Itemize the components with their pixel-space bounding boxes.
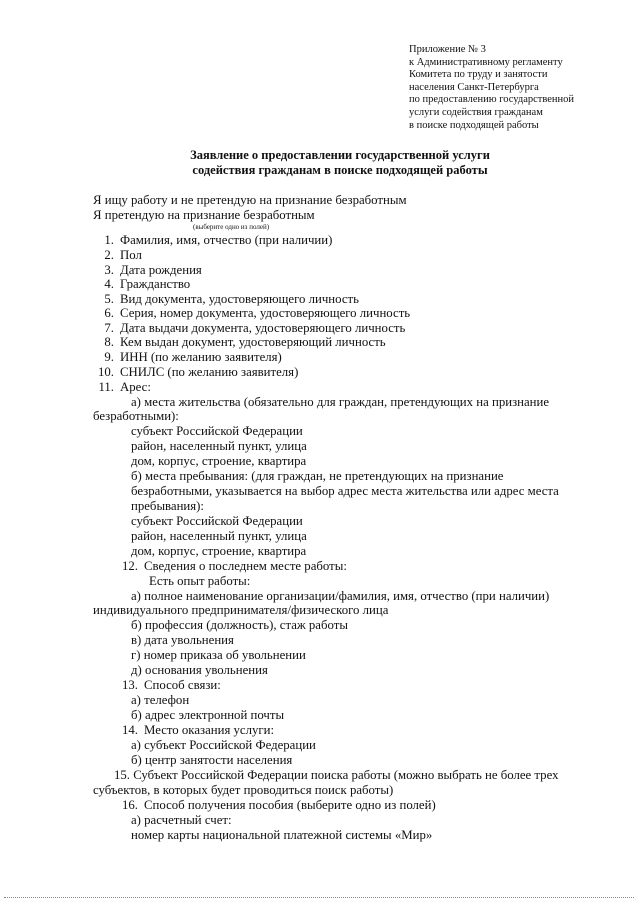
- appendix-line: населения Санкт-Петербурга: [409, 81, 539, 93]
- job-profession: б) профессия (должность), стаж работы: [131, 618, 348, 632]
- job-org-line-2: индивидуального предпринимателя/физического лица: [93, 603, 389, 617]
- item-label: ИНН (по желанию заявителя): [120, 350, 282, 364]
- item-label: Серия, номер документа, удостоверяющего личность: [120, 306, 411, 320]
- job-org-line-1: а) полное наименование организации/фамилия, имя, отчество (при наличии): [131, 589, 550, 603]
- item-label: СНИЛС (по желанию заявителя): [120, 365, 299, 379]
- item-benefit-method: [93, 798, 436, 813]
- residence-line-2: безработными):: [93, 409, 179, 423]
- stay-house: дом, корпус, строение, квартира: [131, 544, 307, 558]
- title-line-1: Заявление о предоставлении государственной услуги: [190, 148, 490, 162]
- item-search-region-line-2: субъектов, в которых будет проводиться поиск работы): [93, 783, 394, 797]
- item-label: Способ связи:: [144, 678, 221, 692]
- item-search-region-line-1: 15. Субъект Российской Федерации поиска работы (можно выбрать не более трех: [114, 768, 559, 782]
- item-address: [93, 380, 151, 395]
- item-number: 9.: [104, 350, 114, 364]
- stay-subject: субъект Российской Федерации: [131, 514, 303, 528]
- item-number: 1.: [104, 233, 114, 247]
- service-center: б) центр занятости населения: [131, 753, 293, 767]
- item-birth-date: [93, 263, 202, 278]
- item-gender: [93, 248, 142, 263]
- item-label: Способ получения пособия (выберите одно из полей): [144, 798, 436, 812]
- item-contact-method: [93, 678, 221, 693]
- job-dismissal-date: в) дата увольнения: [131, 633, 234, 647]
- option-claiming[interactable]: Я претендую на признание безработным: [93, 208, 315, 222]
- item-label: Вид документа, удостоверяющего личность: [120, 292, 359, 306]
- item-id-type: [93, 292, 359, 307]
- item-label: Место оказания услуги:: [144, 723, 275, 737]
- item-label: Дата рождения: [120, 263, 202, 277]
- service-subject: а) субъект Российской Федерации: [131, 738, 316, 752]
- item-label: Кем выдан документ, удостоверяющий личность: [120, 335, 386, 349]
- appendix-line: по предоставлению государственной: [409, 94, 575, 106]
- item-service-place: [93, 723, 274, 738]
- item-citizenship: [93, 277, 190, 292]
- contact-phone: а) телефон: [131, 693, 190, 707]
- benefit-account: а) расчетный счет:: [131, 813, 232, 827]
- residence-line-1: а) места жительства (обязательно для граждан, претендующих на признание: [131, 395, 550, 409]
- contact-email: б) адрес электронной почты: [131, 708, 285, 722]
- stay-line-1: б) места пребывания: (для граждан, не претендующих на признание: [131, 469, 504, 483]
- item-label: Дата выдачи документа, удостоверяющего личность: [120, 321, 406, 335]
- appendix-line: Приложение № 3: [409, 44, 486, 55]
- option-not-claiming[interactable]: Я ищу работу и не претендую на признание безработным: [93, 193, 407, 207]
- item-label: Сведения о последнем месте работы:: [144, 559, 347, 573]
- item-number: 7.: [104, 321, 114, 335]
- document-title: [150, 148, 530, 178]
- item-last-job: [93, 559, 347, 574]
- job-dismissal-grounds: д) основания увольнения: [131, 663, 268, 677]
- item-full-name: [93, 233, 332, 248]
- item-number: 10.: [98, 365, 114, 379]
- item-number: 14.: [122, 723, 138, 737]
- footer-rule: [4, 897, 634, 898]
- item-label: Арес:: [120, 380, 151, 394]
- item-number: 3.: [104, 263, 114, 277]
- appendix-line: к Административному регламенту: [409, 56, 563, 68]
- item-number: 6.: [104, 306, 114, 320]
- item-number: 4.: [104, 277, 114, 291]
- appendix-line: в поиске подходящей работы: [409, 119, 539, 131]
- option-hint: (выберите одно из полей): [193, 223, 270, 231]
- item-number: 13.: [122, 678, 138, 692]
- item-label: Фамилия, имя, отчество (при наличии): [120, 233, 333, 247]
- item-number: 12.: [122, 559, 138, 573]
- item-label: Пол: [120, 248, 142, 262]
- item-label: Гражданство: [120, 277, 191, 291]
- item-id-issue-date: [93, 321, 405, 336]
- appendix-note: [409, 44, 609, 132]
- title-line-2: содействия гражданам в поиске подходящей работы: [192, 163, 488, 177]
- item-snils: [93, 365, 298, 380]
- item-number: 16.: [122, 798, 138, 812]
- item-number: 8.: [104, 335, 114, 349]
- appendix-line: Комитета по труду и занятости: [409, 69, 548, 81]
- residence-subject: субъект Российской Федерации: [131, 424, 303, 438]
- has-experience: Есть опыт работы:: [149, 574, 251, 588]
- item-number: 5.: [104, 292, 114, 306]
- item-number: 11.: [98, 380, 114, 394]
- residence-house: дом, корпус, строение, квартира: [131, 454, 307, 468]
- stay-district: район, населенный пункт, улица: [131, 529, 307, 543]
- item-id-issuer: [93, 335, 386, 350]
- item-id-series: [93, 306, 410, 321]
- item-number: 2.: [104, 248, 114, 262]
- benefit-card: номер карты национальной платежной системы «Мир»: [131, 828, 433, 842]
- stay-line-2: безработными, указывается на выбор адрес места жительства или адрес места: [131, 484, 559, 498]
- residence-district: район, населенный пункт, улица: [131, 439, 307, 453]
- stay-line-3: пребывания):: [131, 499, 204, 513]
- job-order-number: г) номер приказа об увольнении: [131, 648, 306, 662]
- appendix-line: услуги содействия гражданам: [409, 106, 543, 118]
- item-inn: [93, 350, 282, 365]
